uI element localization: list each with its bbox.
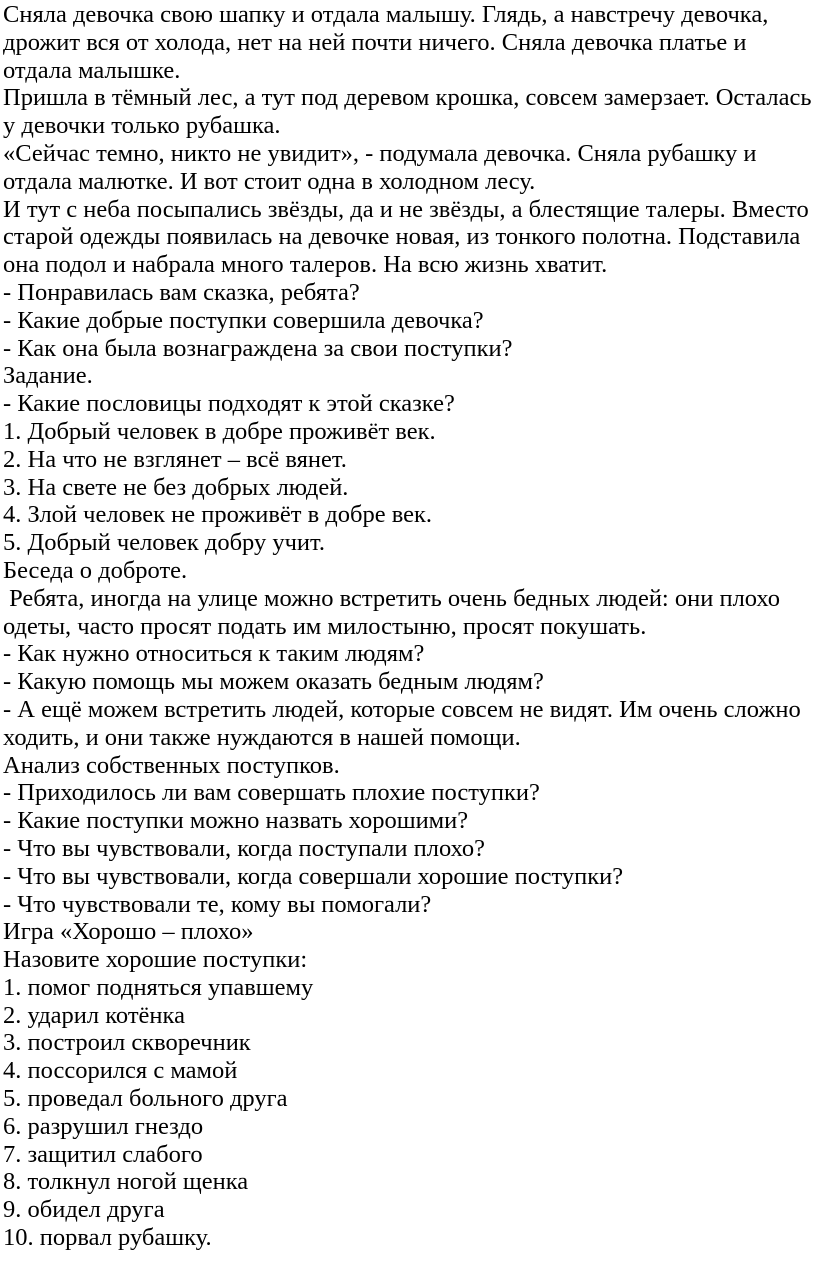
question-line: - Как она была вознаграждена за свои поступки? (3, 334, 513, 362)
list-item: 10. порвал рубашку. (3, 1224, 212, 1252)
text-line: у девочки только рубашка. (3, 112, 281, 140)
list-item: 6. разрушил гнездо (3, 1112, 204, 1140)
text-line: одеты, часто просят подать им милостыню, просят покушать. (3, 612, 647, 640)
list-item: 8. толкнул ногой щенка (3, 1168, 249, 1196)
text-line: отдала малютке. И вот стоит одна в холодном лесу. (3, 167, 536, 195)
text-line: она подол и набрала много талеров. На всю жизнь хватит. (3, 251, 608, 279)
list-item: 2. ударил котёнка (3, 1001, 185, 1029)
question-line: - Какую помощь мы можем оказать бедным людям? (3, 668, 544, 696)
text-line: Пришла в тёмный лес, а тут под деревом крошка, совсем замерзает. Осталась (3, 84, 812, 112)
list-item: 7. защитил слабого (3, 1140, 203, 1168)
text-line: старой одежды появилась на девочке новая, из тонкого полотна. Подставила (3, 223, 801, 251)
list-item: 3. построил скворечник (3, 1029, 251, 1057)
text-line: И тут с неба посыпались звёзды, да и не звёзды, а блестящие талеры. Вместо (3, 195, 809, 223)
question-line: - А ещё можем встретить людей, которые совсем не видят. Им очень сложно (3, 695, 801, 723)
list-item: 5. проведал больного друга (3, 1085, 288, 1113)
list-item: 9. обидел друга (3, 1196, 165, 1224)
question-line: - Приходилось ли вам совершать плохие поступки? (3, 779, 540, 807)
question-line: - Какие пословицы подходят к этой сказке? (3, 390, 455, 418)
section-heading: Игра «Хорошо – плохо» (3, 918, 254, 946)
question-line: - Какие добрые поступки совершила девочка? (3, 306, 484, 334)
question-line: - Понравилась вам сказка, ребята? (3, 278, 360, 306)
list-item: 2. На что не взглянет – всё вянет. (3, 445, 347, 473)
text-line: «Сейчас темно, никто не увидит», - подумала девочка. Сняла рубашку и (3, 139, 757, 167)
list-item: 1. Добрый человек в добре проживёт век. (3, 417, 436, 445)
list-item: 5. Добрый человек добру учит. (3, 529, 326, 557)
question-line: - Что вы чувствовали, когда совершали хорошие поступки? (3, 862, 624, 890)
text-line: Назовите хорошие поступки: (3, 946, 308, 974)
question-line: - Что вы чувствовали, когда поступали плохо? (3, 834, 486, 862)
text-line: дрожит вся от холода, нет на ней почти ничего. Сняла девочка платье и (3, 28, 747, 56)
section-heading: Задание. (3, 362, 93, 390)
text-line: Ребята, иногда на улице можно встретить очень бедных людей: они плохо (3, 584, 781, 612)
question-line: - Что чувствовали те, кому вы помогали? (3, 890, 432, 918)
list-item: 1. помог подняться упавшему (3, 973, 314, 1001)
text-line: ходить, и они также нуждаются в нашей помощи. (3, 723, 521, 751)
question-line: - Как нужно относиться к таким людям? (3, 640, 425, 668)
text-line: Сняла девочка свою шапку и отдала малышу. Глядь, а навстречу девочка, (3, 1, 769, 28)
list-item: 3. На свете не без добрых людей. (3, 473, 349, 501)
section-heading: Беседа о доброте. (3, 556, 188, 584)
question-line: - Какие поступки можно назвать хорошими? (3, 807, 469, 835)
section-heading: Анализ собственных поступков. (3, 751, 340, 779)
text-line: отдала малышке. (3, 56, 181, 84)
list-item: 4. Злой человек не проживёт в добре век. (3, 501, 433, 529)
list-item: 4. поссорился с мамой (3, 1057, 238, 1085)
